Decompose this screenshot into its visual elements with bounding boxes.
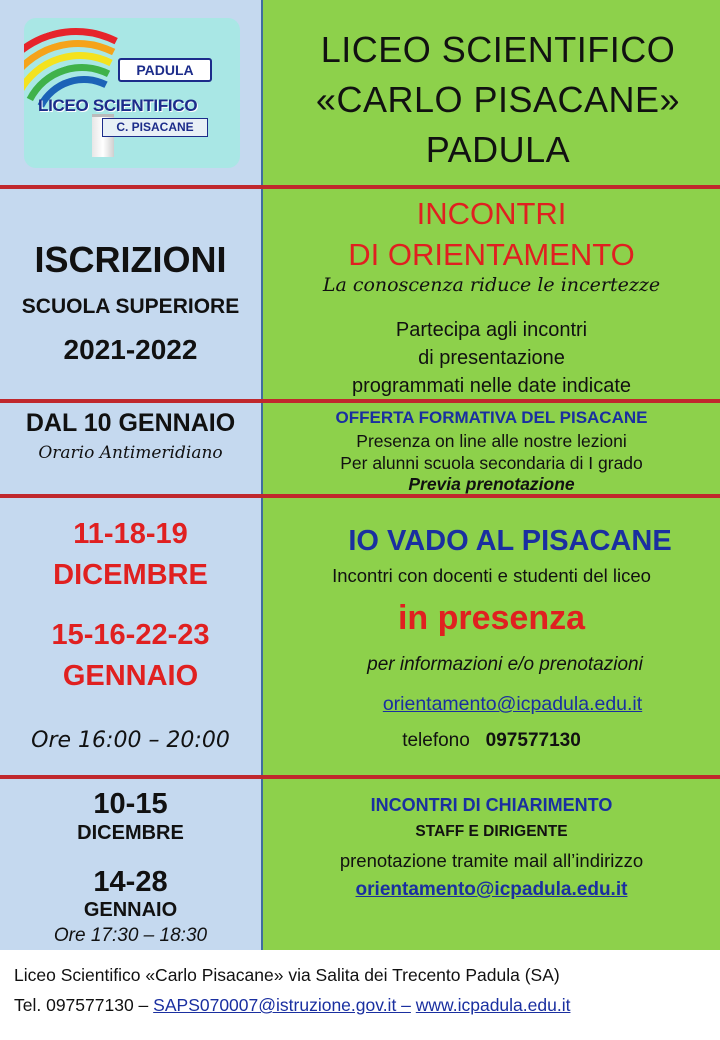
orientation-heading-1: INCONTRI xyxy=(416,196,567,231)
in-person-time: Ore 16:00 – 20:00 xyxy=(31,728,230,753)
footer-email-link[interactable]: SAPS070007@istruzione.gov.it – xyxy=(153,995,411,1015)
section-divider xyxy=(0,185,720,189)
enrollment-heading: ISCRIZIONI xyxy=(34,239,227,280)
logo-sub: C. PISACANE xyxy=(102,118,208,137)
january-month: GENNAIO xyxy=(62,660,199,692)
clarify-heading: INCONTRI DI CHIARIMENTO xyxy=(370,795,613,815)
orientation-tagline: La conoscenza riduce le incertezze xyxy=(322,274,661,296)
offer-line-1: Presenza on line alle nostre lezioni xyxy=(356,431,627,451)
clarify-email-link[interactable]: orientamento@icpadula.edu.it xyxy=(355,879,628,900)
section-divider xyxy=(0,775,720,779)
in-person-highlight: in presenza xyxy=(397,599,586,637)
december-month: DICEMBRE xyxy=(53,559,208,591)
title-line-3: PADULA xyxy=(425,129,571,170)
section-divider xyxy=(0,399,720,403)
phone-number: 097577130 xyxy=(485,730,581,751)
clarify-december-month: DICEMBRE xyxy=(77,822,184,844)
visit-email-link[interactable]: orientamento@icpadula.edu.it xyxy=(382,693,643,715)
logo-badge: PADULA xyxy=(118,58,212,82)
clarify-december-dates: 10-15 xyxy=(93,788,168,820)
enrollment-year: 2021-2022 xyxy=(63,334,198,365)
logo-name: LICEO SCIENTIFICO xyxy=(38,96,198,115)
visit-heading: IO VADO AL PISACANE xyxy=(348,525,672,557)
visit-info: per informazioni e/o prenotazioni xyxy=(367,654,643,675)
offer-line-3: Previa prenotazione xyxy=(408,474,575,494)
clarify-sub: STAFF E DIRIGENTE xyxy=(415,823,568,840)
orientation-heading-2: DI ORIENTAMENTO xyxy=(348,237,635,272)
footer-website-link[interactable]: www.icpadula.edu.it xyxy=(415,995,571,1015)
school-logo xyxy=(24,18,240,168)
clarify-line-1: prenotazione tramite mail all’indirizzo xyxy=(339,850,644,871)
footer-contacts xyxy=(14,990,714,1020)
orientation-body-2: di presentazione xyxy=(418,347,565,369)
clarify-january-month: GENNAIO xyxy=(83,899,178,921)
offer-heading: OFFERTA FORMATIVA DEL PISACANE xyxy=(335,408,648,427)
footer-address: Liceo Scientifico «Carlo Pisacane» via Salita dei Trecento Padula (SA) xyxy=(14,965,560,985)
online-time: Orario Antimeridiano xyxy=(38,443,223,463)
phone-label: telefono xyxy=(402,730,470,751)
december-dates: 11-18-19 xyxy=(73,518,188,550)
visit-phone xyxy=(263,730,720,753)
footer xyxy=(14,960,714,1020)
enrollment-subheading: SCUOLA SUPERIORE xyxy=(21,295,240,318)
orientation-body-1: Partecipa agli incontri xyxy=(395,319,588,341)
january-dates: 15-16-22-23 xyxy=(51,619,210,651)
visit-line-1: Incontri con docenti e studenti del liceo xyxy=(332,565,651,586)
title-line-1: LICEO SCIENTIFICO xyxy=(320,29,676,70)
offer-line-2: Per alunni scuola secondaria di I grado xyxy=(340,453,643,473)
online-start-date: DAL 10 GENNAIO xyxy=(25,409,236,437)
clarify-time: Ore 17:30 – 18:30 xyxy=(53,925,208,946)
clarify-january-dates: 14-28 xyxy=(93,866,168,898)
footer-tel: Tel. 097577130 – xyxy=(14,995,149,1015)
title-line-2: «CARLO PISACANE» xyxy=(315,79,681,120)
orientation-body-3: programmati nelle date indicate xyxy=(351,375,632,397)
